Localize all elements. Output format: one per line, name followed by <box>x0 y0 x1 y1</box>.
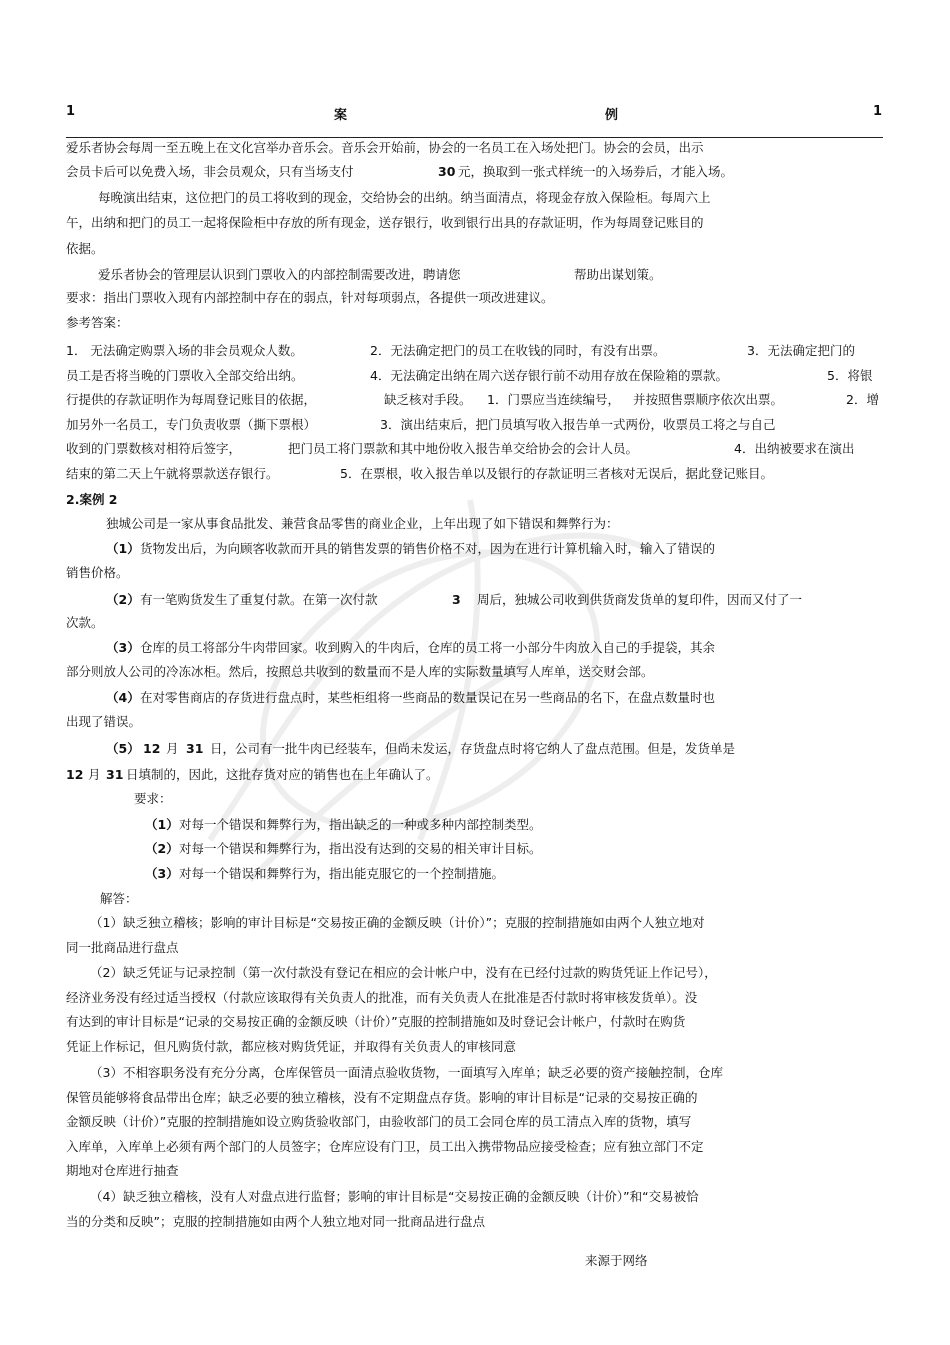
case2-item-text: 在对零售商店的存货进行盘点时，某些柜组将一些商品的数量误记在另一些商品的名下，在盘点数量时也 <box>140 690 716 705</box>
case1-p3-b: 帮助出谋划策。 <box>574 267 662 282</box>
case2-item-number: （1） <box>106 541 140 556</box>
case1-answer-text: 缺乏核对手段。 <box>384 392 472 407</box>
case2-item-text: 部分则放人公司的冷冻冰柜。然后，按照总共收到的数量而不是人库的实际数量填写人库单，送交财会部。 <box>66 664 654 679</box>
case2-item-text: 月 <box>166 741 179 756</box>
case2-requirement-text: 对每一个错误和舞弊行为，指出没有达到的交易的相关审计目标。 <box>179 841 542 856</box>
case2-item-text: 次款。 <box>66 615 104 630</box>
case2-requirement-title: 要求： <box>134 791 172 806</box>
case2-requirement-number: （3） <box>145 866 179 881</box>
case2-answer-line: 有达到的审计目标是“记录的交易按正确的金额反映（计价）”克服的控制措施如及时登记会计帐户，付款时在购货 <box>66 1014 686 1029</box>
case2-item-number: （2） <box>106 592 140 607</box>
case2-item-number: （5） <box>106 741 140 756</box>
case1-answer-text: 5．将银 <box>827 368 873 383</box>
case2-answer-line: 当的分类和反映”；克服的控制措施如由两个人独立地对同一批商品进行盘点 <box>66 1214 485 1229</box>
case2-answer-line: 入库单，入库单上必须有两个部门的人员签字；仓库应设有门卫，员工出入携带物品应接受检查；应有独立部门不定 <box>66 1139 704 1154</box>
case2-requirement-text: 对每一个错误和舞弊行为，指出缺乏的一种或多种内部控制类型。 <box>179 817 542 832</box>
case2-answer-line: 同一批商品进行盘点 <box>66 940 179 955</box>
case1-answer-title: 参考答案： <box>66 315 129 330</box>
case2-item-number: （4） <box>106 690 140 705</box>
case2-item-text: 31 <box>186 741 204 756</box>
case1-p2-line-2: 午，出纳和把门的员工一起将保险柜中存放的所有现金，送存银行，收到银行出具的存款证明，作为每周登记账目的 <box>66 215 704 230</box>
header-page-number-right: 1 <box>873 104 883 119</box>
case2-item-text: 仓库的员工将部分牛肉带回家。收到购入的牛肉后，仓库的员工将一小部分牛肉放入自己的手提袋，其余 <box>140 640 716 655</box>
case1-p2-line-1: 每晚演出结束，这位把门的员工将收到的现金，交给协会的出纳。纳当面清点，将现金存放入保险柜。每周六上 <box>98 190 711 205</box>
case2-answer-line: （1）缺乏独立稽核；影响的审计目标是“交易按正确的金额反映（计价）”；克服的控制措施如由两个人独立地对 <box>90 915 705 930</box>
case2-item-text: 31 <box>106 767 124 782</box>
case2-requirement-number: （1） <box>145 817 179 832</box>
case2-answer-line: 期地对仓库进行抽查 <box>66 1163 179 1178</box>
case2-requirement-number: （2） <box>145 841 179 856</box>
case2-answer-line: 金额反映（计价）”克服的控制措施如设立购货验收部门，由验收部门的员工会同仓库的员工清点入库的货物，填写 <box>66 1114 692 1129</box>
case1-answer-text: 结束的第二天上午就将票款送存银行。 <box>66 466 279 481</box>
case1-answer-text: 收到的门票数核对相符后签字， <box>66 441 242 456</box>
case2-item-text: 日，公司有一批牛肉已经装车，但尚未发运，存货盘点时将它纳人了盘点范围。但是，发货单是 <box>210 741 736 756</box>
case2-answer-line: （2）缺乏凭证与记录控制（第一次付款没有登记在相应的会计帐户中，没有在已经付过款的购货凭证上作记号）， <box>90 965 717 980</box>
case1-requirement: 要求：指出门票收入现有内部控制中存在的弱点，针对每项弱点，各提供一项改进建议。 <box>66 290 554 305</box>
case2-item-text: 销售价格。 <box>66 565 129 580</box>
case1-answer-text: 3．无法确定把门的 <box>747 343 855 358</box>
case1-answer-text: 行提供的存款证明作为每周登记账目的依据， <box>66 392 317 407</box>
case2-answer-title: 解答： <box>100 891 138 906</box>
case2-answer-line: 凭证上作标记，但凡购货付款，都应核对购货凭证，并取得有关负责人的审核同意 <box>66 1039 517 1054</box>
case1-p3-a: 爱乐者协会的管理层认识到门票收入的内部控制需要改进，聘请您 <box>98 267 461 282</box>
case1-intro-line-2-tail: 元，换取到一张式样统一的入场券后，才能入场。 <box>458 164 734 179</box>
case1-answer-text: 5．在票根，收入报告单以及银行的存款证明三者核对无误后，据此登记账目。 <box>340 466 773 481</box>
case1-answer-text: 1．门票应当连续编号， <box>487 392 620 407</box>
case2-item-text: 12 <box>143 741 161 756</box>
case1-answer-text: 1． 无法确定购票入场的非会员观众人数。 <box>66 343 303 358</box>
header-rule <box>66 137 883 138</box>
case2-item-text: 月 <box>88 767 101 782</box>
case2-item-text: 有一笔购货发生了重复付款。在第一次付款 <box>140 592 378 607</box>
case1-answer-text: 员工是否将当晚的门票收入全部交给出纳。 <box>66 368 304 383</box>
case2-answer-line: 经济业务没有经过适当授权（付款应该取得有关负责人的批准，而有关负责人在批准是否付款时将审核发货单）。没 <box>66 990 698 1005</box>
case2-item-text: 12 <box>66 767 84 782</box>
case1-answer-text: 4．出纳被要求在演出 <box>734 441 855 456</box>
case2-answer-line: （3）不相容职务没有充分分离，仓库保管员一面清点验收货物，一面填写入库单；缺乏必要的资产接触控制，仓库 <box>90 1065 723 1080</box>
case2-item-text: 出现了错误。 <box>66 714 142 729</box>
case1-p2-line-3: 依据。 <box>66 241 104 256</box>
case1-answer-text: 加另外一名员工，专门负责收票（撕下票根） <box>66 417 317 432</box>
case1-answer-text: 并按照售票顺序依次出票。 <box>633 392 784 407</box>
case1-answer-text: 2．增 <box>846 392 879 407</box>
case2-intro: 独城公司是一家从事食品批发、兼营食品零售的商业企业，上年出现了如下错误和舞弊行为： <box>106 516 619 531</box>
case2-item-number: （3） <box>106 640 140 655</box>
case2-item-text: 日填制的，因此，这批存货对应的销售也在上年确认了。 <box>126 767 439 782</box>
case1-ticket-price: 30 <box>438 164 456 179</box>
case2-answer-line: （4）缺乏独立稽核，没有人对盘点进行监督；影响的审计目标是“交易按正确的金额反映（计价）”和“交易被恰 <box>90 1189 699 1204</box>
case1-answer-text: 把门员工将门票款和其中地份收入报告单交给协会的会计人员。 <box>288 441 639 456</box>
case1-answer-text: 4．无法确定出纳在周六送存银行前不动用存放在保险箱的票款。 <box>370 368 728 383</box>
footer-source: 来源于网络 <box>585 1253 648 1268</box>
case1-answer-text: 2．无法确定把门的员工在收钱的同时，有没有出票。 <box>370 343 666 358</box>
case2-item-text: 货物发出后，为向顾客收款而开具的销售发票的销售价格不对，因为在进行计算机输入时，输入了错误的 <box>140 541 716 556</box>
case2-item-text: 3 <box>452 592 461 607</box>
case2-title: 2.案例 2 <box>66 492 118 507</box>
case1-intro-line-2: 会员卡后可以免费入场，非会员观众，只有当场支付 <box>66 164 354 179</box>
case2-requirement-text: 对每一个错误和舞弊行为，指出能克服它的一个控制措施。 <box>179 866 505 881</box>
case2-answer-line: 保管员能够将食品带出仓库；缺乏必要的独立稽核，没有不定期盘点存货。影响的审计目标是“记录的交易按正确的 <box>66 1090 698 1105</box>
header-title-char-2: 例 <box>605 108 619 123</box>
header-title-char-1: 案 <box>334 108 348 123</box>
case1-intro-line-1: 爱乐者协会每周一至五晚上在文化宫举办音乐会。音乐会开始前，协会的一名员工在入场处把门。协会的会员，出示 <box>66 140 704 155</box>
case1-answer-text: 3．演出结束后，把门员填写收入报告单一式两份，收票员工将之与自己 <box>380 417 776 432</box>
header-page-number-left: 1 <box>66 104 76 119</box>
case2-item-text: 周后，独城公司收到供货商发货单的复印件，因而又付了一 <box>477 592 803 607</box>
